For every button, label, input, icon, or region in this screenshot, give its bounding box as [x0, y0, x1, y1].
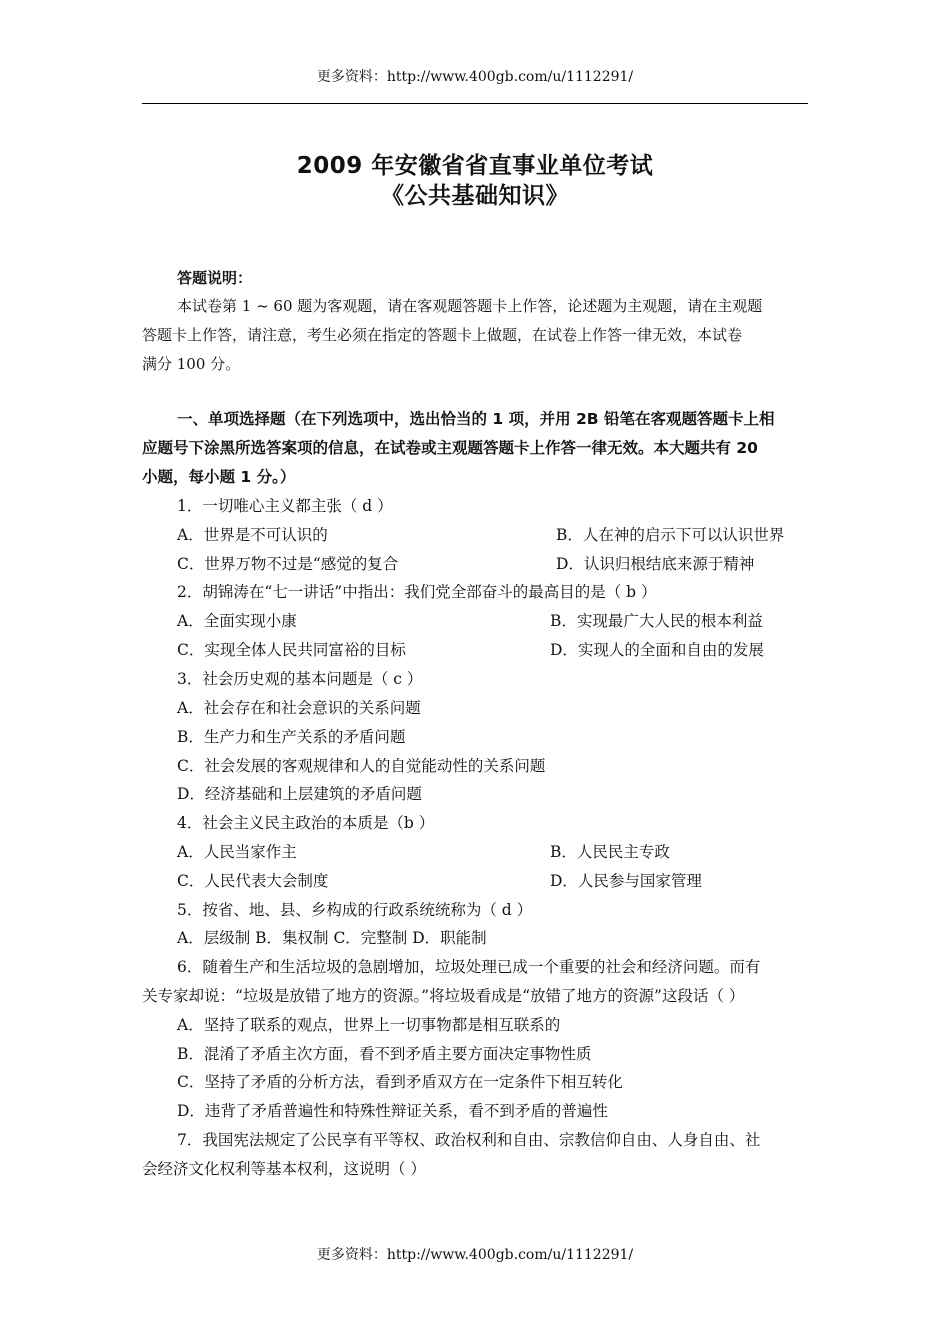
- question-stem: 3．社会历史观的基本问题是（ c ）: [177, 670, 423, 688]
- question-stem: 6．随着生产和生活垃圾的急剧增加，垃圾处理已成一个重要的社会和经济问题。而有: [177, 958, 761, 976]
- question-stem: 7．我国宪法规定了公民享有平等权、政治权利和自由、宗教信仰自由、人身自由、社: [177, 1131, 761, 1149]
- option: C．世界万物不过是“感觉的复合: [177, 555, 399, 573]
- option: C．人民代表大会制度: [177, 872, 329, 890]
- section-heading-line: 一、单项选择题（在下列选项中，选出恰当的 1 项，并用 2B 铅笔在客观题答题卡上相: [177, 410, 775, 428]
- section-heading-line: 小题，每小题 1 分。）: [142, 468, 296, 486]
- option: D．认识归根结底来源于精神: [556, 555, 755, 573]
- document-subtitle: 《公共基础知识》: [381, 183, 569, 209]
- question-stem: 4．社会主义民主政治的本质是（b ）: [177, 814, 435, 832]
- section-heading-line: 应题号下涂黑所选答案项的信息，在试卷或主观题答题卡上作答一律无效。本大题共有 20: [142, 439, 758, 457]
- option: B．混淆了矛盾主次方面，看不到矛盾主要方面决定事物性质: [177, 1045, 592, 1063]
- option: C．坚持了矛盾的分析方法，看到矛盾双方在一定条件下相互转化: [177, 1073, 623, 1091]
- option: A．全面实现小康: [177, 612, 297, 630]
- instructions-line: 满分 100 分。: [142, 355, 241, 373]
- options-row: A．层级制 B．集权制 C．完整制 D．职能制: [177, 929, 487, 947]
- question-stem: 2．胡锦涛在“七一讲话”中指出：我们党全部奋斗的最高目的是（ b ）: [177, 583, 657, 601]
- question-stem: 会经济文化权利等基本权利，这说明（ ）: [142, 1160, 426, 1178]
- question-stem: 5．按省、地、县、乡构成的行政系统统称为（ d ）: [177, 901, 533, 919]
- option: D．实现人的全面和自由的发展: [550, 641, 764, 659]
- option: C．社会发展的客观规律和人的自觉能动性的关系问题: [177, 757, 546, 775]
- question-stem: 1．一切唯心主义都主张（ d ）: [177, 497, 393, 515]
- question-stem: 关专家却说：“垃圾是放错了地方的资源。”将垃圾看成是“放错了地方的资源”这段话（ ）: [142, 987, 745, 1005]
- instructions-line: 本试卷第 1 ~ 60 题为客观题，请在客观题答题卡上作答，论述题为主观题，请在主观题: [177, 297, 763, 315]
- option: D．违背了矛盾普遍性和特殊性辩证关系，看不到矛盾的普遍性: [177, 1102, 608, 1120]
- instructions-heading: 答题说明：: [177, 269, 253, 287]
- document-title: 2009 年安徽省省直事业单位考试: [296, 153, 654, 179]
- option: A．世界是不可认识的: [177, 526, 328, 544]
- option: A．坚持了联系的观点，世界上一切事物都是相互联系的: [177, 1016, 561, 1034]
- option: B．生产力和生产关系的矛盾问题: [177, 728, 406, 746]
- option: D．人民参与国家管理: [550, 872, 702, 890]
- option: A．人民当家作主: [177, 843, 297, 861]
- page-header-link: 更多资料：http://www.400gb.com/u/1112291/: [316, 69, 634, 85]
- option: D．经济基础和上层建筑的矛盾问题: [177, 785, 422, 803]
- option: B．实现最广大人民的根本利益: [550, 612, 763, 630]
- option: A．社会存在和社会意识的关系问题: [177, 699, 421, 717]
- instructions-line: 答题卡上作答，请注意，考生必须在指定的答题卡上做题，在试卷上作答一律无效，本试卷: [142, 326, 743, 344]
- option: B．人在神的启示下可以认识世界: [556, 526, 785, 544]
- header-divider: [142, 103, 808, 104]
- option: B．人民民主专政: [550, 843, 670, 861]
- page-footer-link: 更多资料：http://www.400gb.com/u/1112291/: [316, 1247, 634, 1263]
- option: C．实现全体人民共同富裕的目标: [177, 641, 406, 659]
